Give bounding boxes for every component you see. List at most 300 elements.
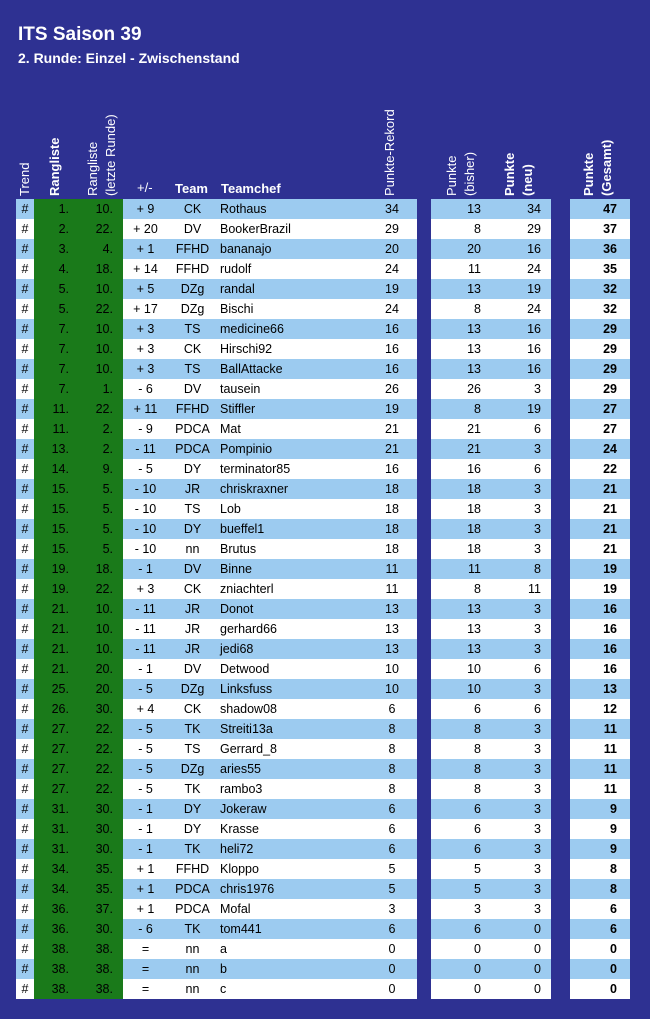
- rekord-cell: 16: [367, 459, 417, 479]
- prev-rank-cell: 5.: [79, 539, 123, 559]
- teamchef-cell: bananajo: [217, 239, 367, 259]
- gesamt-cell: 16: [570, 619, 630, 639]
- bisher-cell: 11: [431, 559, 491, 579]
- trend-cell: #: [16, 319, 34, 339]
- rekord-cell: 0: [367, 979, 417, 999]
- rekord-cell: 0: [367, 959, 417, 979]
- neu-cell: 3: [491, 539, 551, 559]
- bisher-cell: 21: [431, 419, 491, 439]
- bisher-cell: 0: [431, 979, 491, 999]
- prev-rank-cell: 35.: [79, 859, 123, 879]
- rank-cell: 15.: [34, 519, 79, 539]
- neu-cell: 3: [491, 879, 551, 899]
- prev-rank-cell: 18.: [79, 559, 123, 579]
- rank-cell: 7.: [34, 319, 79, 339]
- table-row: [0, 679, 650, 699]
- prev-rank-cell: 10.: [79, 619, 123, 639]
- neu-cell: 19: [491, 279, 551, 299]
- trend-cell: #: [16, 479, 34, 499]
- gesamt-cell: 32: [570, 299, 630, 319]
- rekord-cell: 29: [367, 219, 417, 239]
- team-cell: TK: [168, 779, 217, 799]
- team-cell: TS: [168, 319, 217, 339]
- prev-rank-cell: 5.: [79, 519, 123, 539]
- diff-cell: + 3: [123, 359, 168, 379]
- diff-cell: - 6: [123, 379, 168, 399]
- diff-cell: - 1: [123, 799, 168, 819]
- rank-cell: 26.: [34, 699, 79, 719]
- team-cell: DZg: [168, 759, 217, 779]
- rekord-cell: 10: [367, 679, 417, 699]
- bisher-cell: 6: [431, 799, 491, 819]
- rekord-cell: 20: [367, 239, 417, 259]
- team-cell: nn: [168, 959, 217, 979]
- neu-cell: 6: [491, 659, 551, 679]
- bisher-cell: 8: [431, 719, 491, 739]
- gesamt-cell: 29: [570, 359, 630, 379]
- teamchef-cell: Binne: [217, 559, 367, 579]
- neu-cell: 16: [491, 339, 551, 359]
- prev-rank-cell: 38.: [79, 959, 123, 979]
- team-cell: TK: [168, 839, 217, 859]
- bisher-cell: 13: [431, 359, 491, 379]
- trend-cell: #: [16, 539, 34, 559]
- trend-cell: #: [16, 439, 34, 459]
- rank-cell: 15.: [34, 539, 79, 559]
- team-cell: JR: [168, 619, 217, 639]
- prev-rank-cell: 20.: [79, 659, 123, 679]
- team-cell: CK: [168, 699, 217, 719]
- header-bisher-2: (bisher): [462, 151, 477, 196]
- rekord-cell: 6: [367, 699, 417, 719]
- rekord-cell: 24: [367, 259, 417, 279]
- neu-cell: 24: [491, 259, 551, 279]
- table-row: [0, 939, 650, 959]
- rekord-cell: 8: [367, 779, 417, 799]
- prev-rank-cell: 22.: [79, 399, 123, 419]
- trend-cell: #: [16, 259, 34, 279]
- header-rangliste: Rangliste: [47, 137, 62, 196]
- rank-cell: 21.: [34, 599, 79, 619]
- table-row: [0, 399, 650, 419]
- diff-cell: - 11: [123, 619, 168, 639]
- neu-cell: 3: [491, 759, 551, 779]
- trend-cell: #: [16, 419, 34, 439]
- teamchef-cell: randal: [217, 279, 367, 299]
- neu-cell: 3: [491, 779, 551, 799]
- team-cell: nn: [168, 979, 217, 999]
- diff-cell: =: [123, 939, 168, 959]
- bisher-cell: 13: [431, 339, 491, 359]
- table-row: [0, 759, 650, 779]
- prev-rank-cell: 30.: [79, 919, 123, 939]
- rekord-cell: 6: [367, 819, 417, 839]
- neu-cell: 19: [491, 399, 551, 419]
- rank-cell: 7.: [34, 379, 79, 399]
- rank-cell: 11.: [34, 399, 79, 419]
- trend-cell: #: [16, 459, 34, 479]
- trend-cell: #: [16, 819, 34, 839]
- neu-cell: 6: [491, 419, 551, 439]
- table-row: [0, 379, 650, 399]
- diff-cell: + 17: [123, 299, 168, 319]
- page-subtitle: 2. Runde: Einzel - Zwischenstand: [18, 50, 240, 66]
- rank-cell: 2.: [34, 219, 79, 239]
- teamchef-cell: gerhard66: [217, 619, 367, 639]
- prev-rank-cell: 30.: [79, 699, 123, 719]
- bisher-cell: 5: [431, 879, 491, 899]
- team-cell: TK: [168, 719, 217, 739]
- rank-cell: 4.: [34, 259, 79, 279]
- diff-cell: - 9: [123, 419, 168, 439]
- bisher-cell: 13: [431, 619, 491, 639]
- neu-cell: 3: [491, 739, 551, 759]
- bisher-cell: 26: [431, 379, 491, 399]
- neu-cell: 24: [491, 299, 551, 319]
- trend-cell: #: [16, 219, 34, 239]
- team-cell: DV: [168, 659, 217, 679]
- table-row: [0, 259, 650, 279]
- trend-cell: #: [16, 879, 34, 899]
- table-row: [0, 579, 650, 599]
- rank-cell: 31.: [34, 839, 79, 859]
- rank-cell: 11.: [34, 419, 79, 439]
- prev-rank-cell: 5.: [79, 479, 123, 499]
- table-row: [0, 219, 650, 239]
- bisher-cell: 18: [431, 519, 491, 539]
- diff-cell: - 5: [123, 779, 168, 799]
- bisher-cell: 13: [431, 199, 491, 219]
- trend-cell: #: [16, 859, 34, 879]
- rekord-cell: 3: [367, 899, 417, 919]
- teamchef-cell: Gerrard_8: [217, 739, 367, 759]
- diff-cell: - 11: [123, 599, 168, 619]
- teamchef-cell: tom441: [217, 919, 367, 939]
- neu-cell: 3: [491, 439, 551, 459]
- trend-cell: #: [16, 659, 34, 679]
- table-row: [0, 319, 650, 339]
- prev-rank-cell: 10.: [79, 339, 123, 359]
- teamchef-cell: BookerBrazil: [217, 219, 367, 239]
- rekord-cell: 18: [367, 479, 417, 499]
- teamchef-cell: Pompinio: [217, 439, 367, 459]
- rank-cell: 5.: [34, 279, 79, 299]
- rekord-cell: 6: [367, 839, 417, 859]
- rekord-cell: 16: [367, 319, 417, 339]
- rank-cell: 7.: [34, 339, 79, 359]
- gesamt-cell: 27: [570, 419, 630, 439]
- bisher-cell: 10: [431, 659, 491, 679]
- gesamt-cell: 16: [570, 639, 630, 659]
- prev-rank-cell: 2.: [79, 419, 123, 439]
- rekord-cell: 6: [367, 799, 417, 819]
- diff-cell: - 5: [123, 759, 168, 779]
- teamchef-cell: b: [217, 959, 367, 979]
- team-cell: CK: [168, 579, 217, 599]
- rekord-cell: 8: [367, 739, 417, 759]
- neu-cell: 0: [491, 939, 551, 959]
- team-cell: JR: [168, 639, 217, 659]
- gesamt-cell: 27: [570, 399, 630, 419]
- team-cell: nn: [168, 539, 217, 559]
- teamchef-cell: BallAttacke: [217, 359, 367, 379]
- bisher-cell: 11: [431, 259, 491, 279]
- rekord-cell: 0: [367, 939, 417, 959]
- neu-cell: 3: [491, 379, 551, 399]
- neu-cell: 6: [491, 459, 551, 479]
- diff-cell: - 11: [123, 639, 168, 659]
- teamchef-cell: zniachterl: [217, 579, 367, 599]
- diff-cell: + 1: [123, 239, 168, 259]
- gesamt-cell: 16: [570, 659, 630, 679]
- trend-cell: #: [16, 899, 34, 919]
- bisher-cell: 13: [431, 319, 491, 339]
- neu-cell: 3: [491, 899, 551, 919]
- diff-cell: - 5: [123, 739, 168, 759]
- rank-cell: 19.: [34, 559, 79, 579]
- table-row: [0, 519, 650, 539]
- table-row: [0, 959, 650, 979]
- teamchef-cell: Detwood: [217, 659, 367, 679]
- trend-cell: #: [16, 579, 34, 599]
- neu-cell: 0: [491, 959, 551, 979]
- bisher-cell: 8: [431, 219, 491, 239]
- teamchef-cell: heli72: [217, 839, 367, 859]
- trend-cell: #: [16, 919, 34, 939]
- teamchef-cell: terminator85: [217, 459, 367, 479]
- teamchef-cell: Donot: [217, 599, 367, 619]
- team-cell: TK: [168, 919, 217, 939]
- team-cell: FFHD: [168, 399, 217, 419]
- table-row: [0, 919, 650, 939]
- teamchef-cell: bueffel1: [217, 519, 367, 539]
- team-cell: FFHD: [168, 859, 217, 879]
- neu-cell: 3: [491, 619, 551, 639]
- gesamt-cell: 13: [570, 679, 630, 699]
- diff-cell: + 3: [123, 339, 168, 359]
- header-teamchef: Teamchef: [221, 181, 281, 196]
- trend-cell: #: [16, 599, 34, 619]
- neu-cell: 8: [491, 559, 551, 579]
- gesamt-cell: 32: [570, 279, 630, 299]
- table-row: [0, 699, 650, 719]
- trend-cell: #: [16, 299, 34, 319]
- neu-cell: 0: [491, 919, 551, 939]
- trend-cell: #: [16, 559, 34, 579]
- gesamt-cell: 8: [570, 879, 630, 899]
- rank-cell: 14.: [34, 459, 79, 479]
- header-gesamt-1: Punkte: [581, 152, 596, 196]
- teamchef-cell: Mat: [217, 419, 367, 439]
- gesamt-cell: 8: [570, 859, 630, 879]
- teamchef-cell: aries55: [217, 759, 367, 779]
- rekord-cell: 16: [367, 359, 417, 379]
- rank-cell: 38.: [34, 959, 79, 979]
- teamchef-cell: a: [217, 939, 367, 959]
- table-row: [0, 239, 650, 259]
- diff-cell: + 5: [123, 279, 168, 299]
- gesamt-cell: 21: [570, 499, 630, 519]
- header-neu-2: (neu): [520, 164, 535, 196]
- team-cell: DY: [168, 819, 217, 839]
- rekord-cell: 16: [367, 339, 417, 359]
- trend-cell: #: [16, 499, 34, 519]
- gesamt-cell: 0: [570, 979, 630, 999]
- trend-cell: #: [16, 339, 34, 359]
- trend-cell: #: [16, 979, 34, 999]
- diff-cell: - 10: [123, 539, 168, 559]
- trend-cell: #: [16, 359, 34, 379]
- neu-cell: 3: [491, 719, 551, 739]
- rank-cell: 21.: [34, 619, 79, 639]
- rekord-cell: 26: [367, 379, 417, 399]
- rank-cell: 21.: [34, 639, 79, 659]
- trend-cell: #: [16, 199, 34, 219]
- diff-cell: - 6: [123, 919, 168, 939]
- rank-cell: 38.: [34, 979, 79, 999]
- diff-cell: - 1: [123, 819, 168, 839]
- diff-cell: - 5: [123, 719, 168, 739]
- diff-cell: - 5: [123, 459, 168, 479]
- diff-cell: + 3: [123, 319, 168, 339]
- bisher-cell: 6: [431, 919, 491, 939]
- gesamt-cell: 36: [570, 239, 630, 259]
- gesamt-cell: 29: [570, 379, 630, 399]
- teamchef-cell: Rothaus: [217, 199, 367, 219]
- bisher-cell: 6: [431, 699, 491, 719]
- table-row: [0, 739, 650, 759]
- diff-cell: - 1: [123, 659, 168, 679]
- teamchef-cell: Bischi: [217, 299, 367, 319]
- prev-rank-cell: 22.: [79, 779, 123, 799]
- gesamt-cell: 29: [570, 339, 630, 359]
- gesamt-cell: 29: [570, 319, 630, 339]
- neu-cell: 3: [491, 639, 551, 659]
- rekord-cell: 19: [367, 279, 417, 299]
- trend-cell: #: [16, 739, 34, 759]
- gesamt-cell: 0: [570, 939, 630, 959]
- gesamt-cell: 22: [570, 459, 630, 479]
- table-row: [0, 499, 650, 519]
- header-team: Team: [175, 181, 208, 196]
- table-row: [0, 279, 650, 299]
- gesamt-cell: 0: [570, 959, 630, 979]
- neu-cell: 11: [491, 579, 551, 599]
- table-row: [0, 839, 650, 859]
- bisher-cell: 13: [431, 639, 491, 659]
- trend-cell: #: [16, 699, 34, 719]
- team-cell: TS: [168, 499, 217, 519]
- rank-cell: 3.: [34, 239, 79, 259]
- rank-cell: 34.: [34, 879, 79, 899]
- bisher-cell: 6: [431, 819, 491, 839]
- gesamt-cell: 19: [570, 559, 630, 579]
- prev-rank-cell: 37.: [79, 899, 123, 919]
- rekord-cell: 13: [367, 639, 417, 659]
- prev-rank-cell: 30.: [79, 799, 123, 819]
- bisher-cell: 0: [431, 939, 491, 959]
- gesamt-cell: 37: [570, 219, 630, 239]
- team-cell: DV: [168, 219, 217, 239]
- diff-cell: + 1: [123, 879, 168, 899]
- bisher-cell: 18: [431, 539, 491, 559]
- teamchef-cell: Jokeraw: [217, 799, 367, 819]
- neu-cell: 16: [491, 359, 551, 379]
- diff-cell: - 10: [123, 479, 168, 499]
- table-row: [0, 479, 650, 499]
- table-row: [0, 799, 650, 819]
- rekord-cell: 10: [367, 659, 417, 679]
- table-row: [0, 719, 650, 739]
- prev-rank-cell: 10.: [79, 599, 123, 619]
- table-row: [0, 599, 650, 619]
- diff-cell: + 9: [123, 199, 168, 219]
- teamchef-cell: rudolf: [217, 259, 367, 279]
- header-punkte-rekord: Punkte-Rekord: [382, 109, 397, 196]
- team-cell: FFHD: [168, 259, 217, 279]
- rank-cell: 27.: [34, 759, 79, 779]
- neu-cell: 16: [491, 239, 551, 259]
- teamchef-cell: Krasse: [217, 819, 367, 839]
- neu-cell: 34: [491, 199, 551, 219]
- rekord-cell: 24: [367, 299, 417, 319]
- trend-cell: #: [16, 239, 34, 259]
- bisher-cell: 5: [431, 859, 491, 879]
- bisher-cell: 10: [431, 679, 491, 699]
- rank-cell: 19.: [34, 579, 79, 599]
- table-row: [0, 859, 650, 879]
- team-cell: DZg: [168, 299, 217, 319]
- diff-cell: - 10: [123, 499, 168, 519]
- prev-rank-cell: 20.: [79, 679, 123, 699]
- rank-cell: 31.: [34, 819, 79, 839]
- team-cell: PDCA: [168, 899, 217, 919]
- gesamt-cell: 24: [570, 439, 630, 459]
- gesamt-cell: 21: [570, 539, 630, 559]
- rekord-cell: 5: [367, 879, 417, 899]
- diff-cell: + 4: [123, 699, 168, 719]
- prev-rank-cell: 38.: [79, 979, 123, 999]
- prev-rank-cell: 10.: [79, 319, 123, 339]
- neu-cell: 29: [491, 219, 551, 239]
- diff-cell: - 1: [123, 559, 168, 579]
- bisher-cell: 18: [431, 479, 491, 499]
- gesamt-cell: 21: [570, 519, 630, 539]
- teamchef-cell: Mofal: [217, 899, 367, 919]
- neu-cell: 3: [491, 839, 551, 859]
- prev-rank-cell: 22.: [79, 579, 123, 599]
- team-cell: PDCA: [168, 879, 217, 899]
- teamchef-cell: Kloppo: [217, 859, 367, 879]
- gesamt-cell: 11: [570, 739, 630, 759]
- diff-cell: - 5: [123, 679, 168, 699]
- rank-cell: 5.: [34, 299, 79, 319]
- header-rangliste-prev-1: Rangliste: [85, 141, 100, 196]
- diff-cell: =: [123, 959, 168, 979]
- diff-cell: - 11: [123, 439, 168, 459]
- bisher-cell: 8: [431, 739, 491, 759]
- rank-cell: 13.: [34, 439, 79, 459]
- rekord-cell: 21: [367, 419, 417, 439]
- prev-rank-cell: 30.: [79, 839, 123, 859]
- trend-cell: #: [16, 839, 34, 859]
- neu-cell: 6: [491, 699, 551, 719]
- neu-cell: 3: [491, 499, 551, 519]
- rank-cell: 7.: [34, 359, 79, 379]
- page-title: ITS Saison 39: [18, 24, 142, 45]
- table-row: [0, 419, 650, 439]
- header-neu-1: Punkte: [502, 152, 517, 196]
